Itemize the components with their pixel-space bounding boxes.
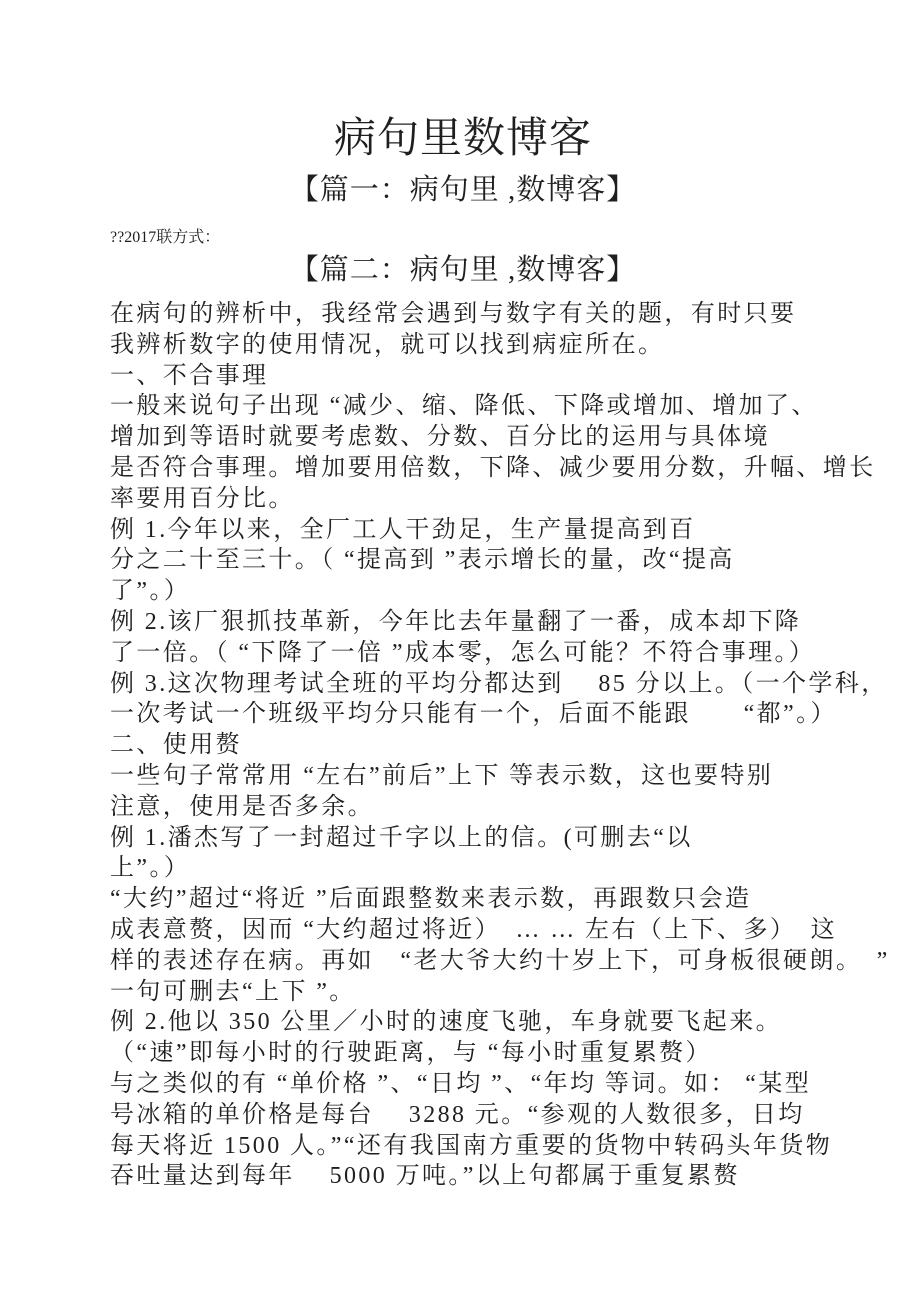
section2-heading: 【篇二：病句里 ,数博客】: [289, 254, 637, 286]
body-text-line: 分之二十至三十。（ “提高到 ”表示增长的量，改“提高: [110, 547, 735, 574]
body-text-line: 一、不合事理: [110, 362, 269, 389]
body-text-line: 一些句子常常用 “左右”前后”上下 等表示数，这也要特别: [110, 762, 774, 789]
document-content: [110, 0, 890, 1192]
body-text-line: 每天将近 1500 人。”“还有我国南方重要的货物中转码头年货物: [110, 1132, 833, 1159]
section1-heading: 【篇一：病句里 ,数博客】: [289, 174, 637, 206]
body-text-line: 例 2.该厂狠抓技革新，今年比去年量翻了一番，成本却下降: [110, 608, 802, 635]
body-text-line: 一句可删去“上下 ”。: [110, 978, 356, 1005]
body-text-line: 在病句的辨析中，我经常会遇到与数字有关的题，有时只要: [110, 301, 797, 327]
body-text-line: 一次考试一个班级平均分只能有一个，后面不能跟 “都”。）: [110, 701, 837, 728]
body-text-line: 率要用百分比。: [110, 485, 295, 512]
body-text-line: 吞吐量达到每年 5000 万吨。”以上句都属于重复累赘: [110, 1163, 740, 1190]
body-text-line: “大约”超过“将近 ”后面跟整数来表示数，再跟数只会造: [110, 886, 752, 913]
body-text-line: 注意，使用是否多余。: [110, 793, 374, 820]
body-text-line: 是否符合事理。增加要用倍数，下降、减少要用分数，升幅、增长: [110, 454, 876, 481]
body-text-line: 例 3.这次物理考试全班的平均分都达到 85 分以上。（一个学科，: [110, 670, 888, 697]
body-text-line: 上”。）: [110, 855, 191, 882]
body-text-line: 成表意赘，因而 “大约超过将近） … … 左右（上下、多） 这: [110, 916, 838, 943]
meta-line: ??2017联方式：: [110, 229, 221, 246]
document-title: 病句里数博客: [333, 116, 592, 162]
body-text-line: 了”。）: [110, 578, 191, 605]
body-text-line: 二、使用赘: [110, 732, 242, 759]
body-text-line: 一般来说句子出现 “减少、缩、降低、下降或增加、增加了、: [110, 393, 818, 420]
body-text-line: 例 1.潘杰写了一封超过千字以上的信。(可删去“以: [110, 824, 693, 851]
body-text-line: 号冰箱的单价格是每台 3288 元。“参观的人数很多，日均: [110, 1101, 805, 1128]
body-text-line: 例 2.他以 350 公里／小时的速度飞驰，车身就要飞起来。: [110, 1009, 782, 1036]
body-text-line: （“速”即每小时的行驶距离，与 “每小时重复累赘）: [110, 1040, 712, 1067]
body-text-line: 例 1.今年以来，全厂工人干劲足，生产量提高到百: [110, 516, 696, 543]
body-text-line: 我辨析数字的使用情况，就可以找到病症所在。: [110, 331, 665, 358]
body-text-block: [110, 299, 890, 1192]
body-text-line: 增加到等语时就要考虑数、分数、百分比的运用与具体境: [110, 424, 770, 451]
body-text-line: 样的表述存在病。再如 “老大爷大约十岁上下，可身板很硬朗。 ”: [110, 947, 890, 974]
body-text-line: 与之类似的有 “单价格 ”、“日均 ”、“年均 等词。如： “某型: [110, 1070, 812, 1097]
body-text-line: 了一倍。（ “下降了一倍 ”成本零，怎么可能？不符合事理。）: [110, 639, 816, 666]
